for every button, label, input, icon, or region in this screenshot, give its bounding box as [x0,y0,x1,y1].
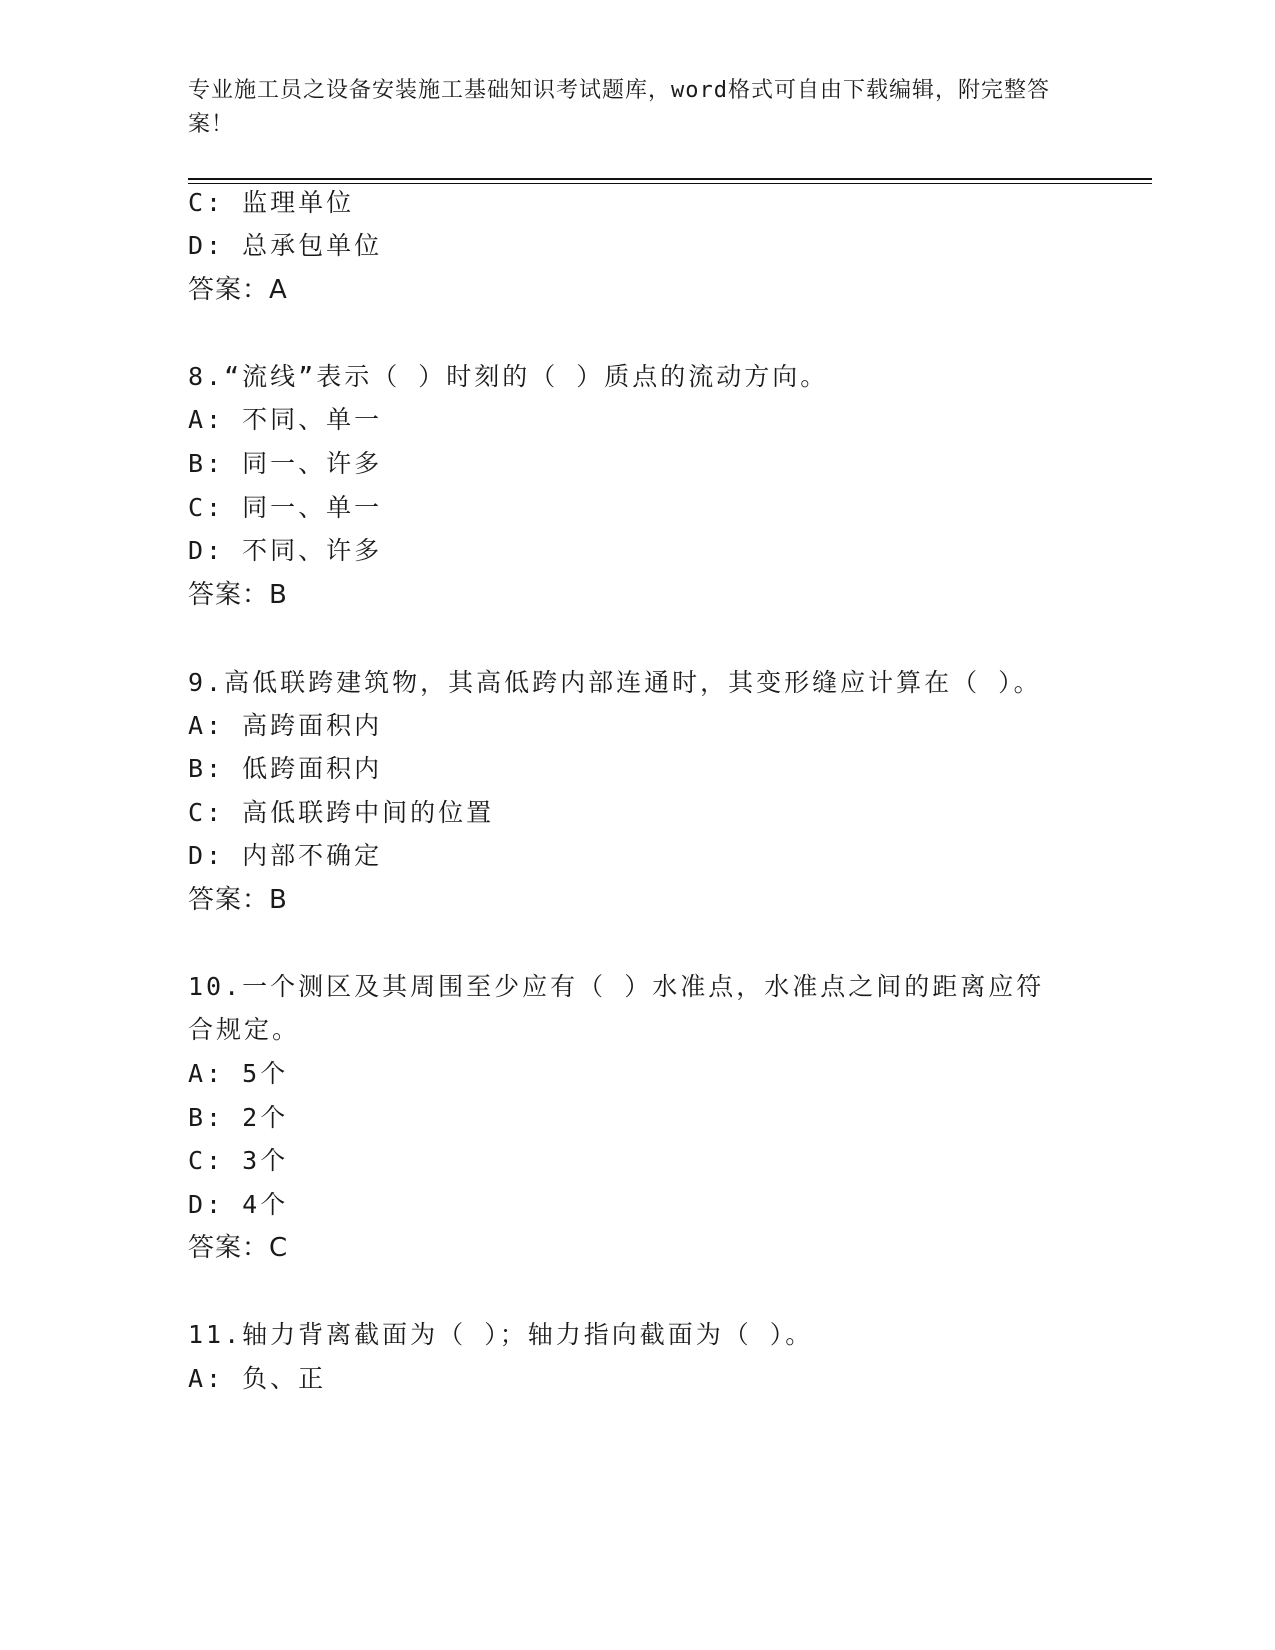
answer: 答案：A [188,275,288,305]
question-8-option-c: C: 同一、单一 [188,493,383,522]
question-11-option-a: A: 负、正 [188,1364,327,1393]
question-11-stem: 11.轴力背离截面为（ ）；轴力指向截面为（ ）。 [188,1320,814,1349]
question-10-answer: 答案：C [188,1233,289,1263]
question-10-stem-line-1: 10.一个测区及其周围至少应有（ ）水准点，水准点之间的距离应符 [188,972,1045,1001]
question-10-option-b: B: 2个 [188,1103,289,1132]
header-divider-thin [188,183,1152,184]
question-9-option-a: A: 高跨面积内 [188,711,383,740]
option-d: D: 总承包单位 [188,231,383,260]
question-10-option-d: D: 4个 [188,1190,289,1219]
question-10-stem-line-2: 合规定。 [188,1015,301,1044]
question-10-option-c: C: 3个 [188,1146,289,1175]
question-9-answer: 答案：B [188,885,288,915]
question-8-option-b: B: 同一、许多 [188,449,383,478]
question-9-stem: 9.高低联跨建筑物，其高低跨内部连通时，其变形缝应计算在（ ）。 [188,668,1042,697]
question-10-option-a: A: 5个 [188,1059,289,1088]
question-8-option-d: D: 不同、许多 [188,536,383,565]
question-9-option-c: C: 高低联跨中间的位置 [188,798,495,827]
question-9-option-b: B: 低跨面积内 [188,754,383,783]
option-c: C: 监理单位 [188,188,355,217]
document-header: 专业施工员之设备安装施工基础知识考试题库，word格式可自由下载编辑，附完整答案！ [188,78,1050,137]
header-divider-thick [188,178,1152,180]
question-9-option-d: D: 内部不确定 [188,841,383,870]
question-8-answer: 答案：B [188,580,288,610]
question-8-option-a: A: 不同、单一 [188,405,383,434]
question-8-stem: 8.“流线”表示（ ）时刻的（ ）质点的流动方向。 [188,362,829,391]
